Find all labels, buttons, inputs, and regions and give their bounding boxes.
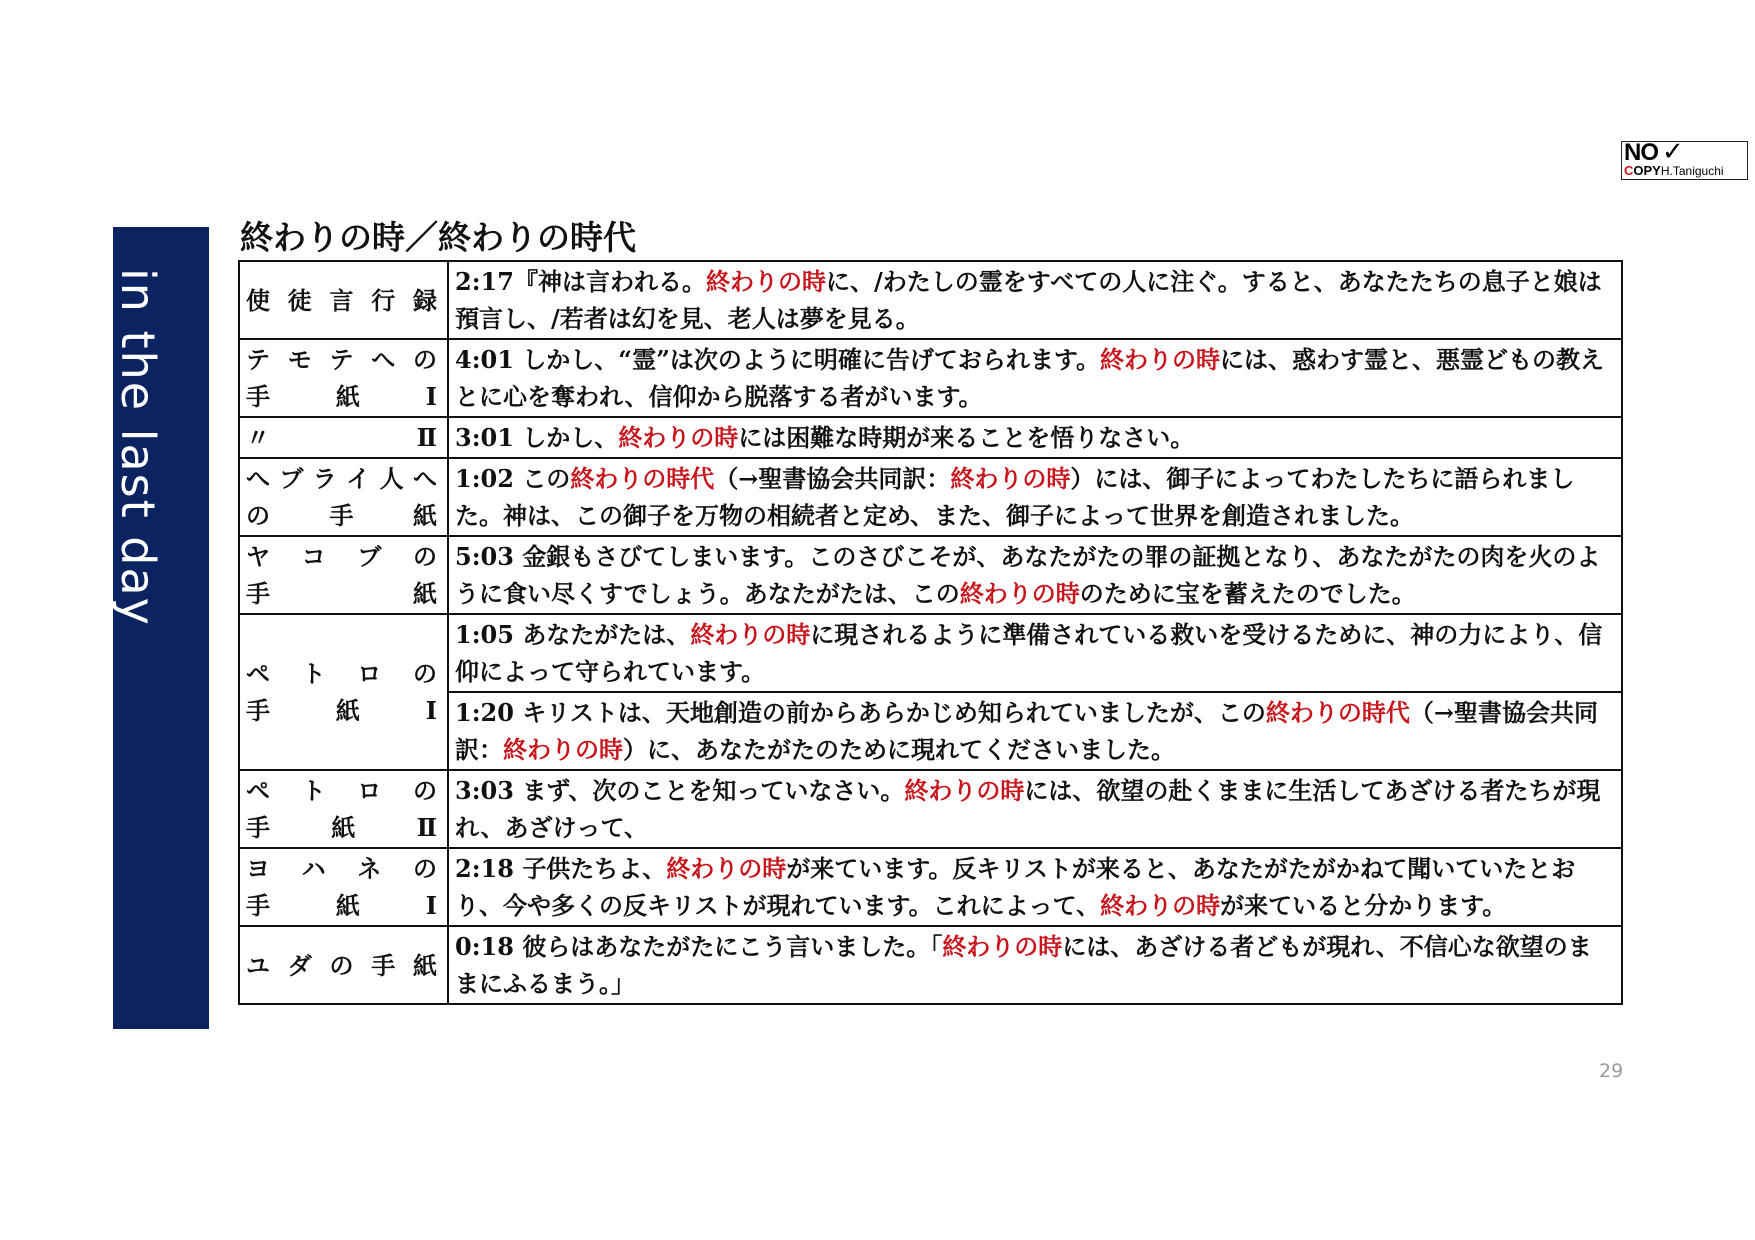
verse-text: には、あざける者どもが現れ、不信心な欲望のままにふるまう。」 <box>455 932 1592 998</box>
book-name-char: の <box>413 345 441 374</box>
book-name-char: 手 <box>246 696 274 725</box>
logo-no-text: NO <box>1624 139 1658 166</box>
verse-cell <box>448 770 1622 848</box>
highlighted-phrase: 終わりの時 <box>618 423 739 452</box>
book-name-char: Ⅰ <box>425 891 441 920</box>
verse-text: に現されるように準備されている救いを受けるために、神の力により、信仰によって守られています。 <box>455 620 1603 686</box>
book-name-char: Ⅱ <box>416 423 441 452</box>
book-name-char: ペ <box>246 776 274 805</box>
verse-text: 1:20 キリストは、天地創造の前からあらかじめ知られていましたが、この <box>455 698 1266 727</box>
book-name-char: ハ <box>301 854 330 883</box>
book-name-char: 紙 <box>413 579 441 608</box>
verse-table-body <box>239 261 1622 1004</box>
book-name-char: モ <box>287 345 316 374</box>
highlighted-phrase: 終わりの時 <box>950 464 1071 493</box>
book-name-line <box>246 809 441 846</box>
book-name-char: 手 <box>246 579 274 608</box>
book-name-char: イ <box>346 464 375 493</box>
verse-cell <box>448 417 1622 458</box>
book-name-char: 手 <box>246 891 274 920</box>
table-row <box>239 536 1622 614</box>
highlighted-phrase: 終わりの時 <box>503 735 623 764</box>
book-name-char: 人 <box>379 464 408 493</box>
book-name-cell <box>239 261 448 339</box>
book-name-line <box>246 378 441 415</box>
book-name-char: へ <box>412 464 441 493</box>
verse-text: 2:18 子供たちよ、 <box>455 854 667 883</box>
highlighted-phrase: 終わりの時代 <box>1265 698 1410 727</box>
book-name-line <box>246 497 441 534</box>
verse-text: （→聖書協会共同訳： <box>455 698 1598 764</box>
book-name-line <box>246 538 441 575</box>
verse-cell <box>448 536 1622 614</box>
table-row <box>239 458 1622 536</box>
verse-text: 0:18 彼らはあなたがたにこう言いました。「 <box>455 932 943 961</box>
verse-cell <box>448 261 1622 339</box>
book-name-char: の <box>329 950 358 980</box>
book-name-char: 手 <box>246 382 274 411</box>
verse-text: 4:01 しかし、“霊”は次のように明確に告げておられます。 <box>455 345 1101 374</box>
book-name-char: 手 <box>329 501 358 530</box>
book-name-cell <box>239 339 448 417</box>
book-name-char: 紙 <box>413 501 441 530</box>
book-name-char: へ <box>371 345 400 374</box>
verse-cell <box>448 339 1622 417</box>
verse-cell <box>448 614 1622 692</box>
verse-text: が来ていると分かります。 <box>1220 891 1507 920</box>
book-name-char: の <box>412 542 441 571</box>
verse-text: ）に、あなたがたのために現れてくださいました。 <box>623 735 1175 764</box>
highlighted-phrase: 終わりの時 <box>690 620 811 649</box>
verse-cell <box>448 848 1622 926</box>
book-name-cell <box>239 417 448 458</box>
book-name-char: ト <box>301 659 330 688</box>
book-name-char: 紙 <box>413 950 441 980</box>
book-name-char: Ⅱ <box>416 813 441 842</box>
verse-cell <box>448 458 1622 536</box>
book-name-char: ラ <box>312 464 341 493</box>
highlighted-phrase: 終わりの時 <box>1100 345 1221 374</box>
table-row <box>239 614 1622 692</box>
highlighted-phrase: 終わりの時 <box>942 932 1063 961</box>
book-name-line <box>246 282 441 319</box>
book-name-line <box>246 850 441 887</box>
verse-text: 1:05 あなたがたは、 <box>455 620 691 649</box>
book-name-char: ブ <box>279 464 308 493</box>
highlighted-phrase: 終わりの時 <box>705 267 826 296</box>
book-name-char: 行 <box>371 285 400 315</box>
book-name-line <box>246 887 441 924</box>
book-name-line <box>246 947 441 984</box>
book-name-char: ブ <box>357 542 386 571</box>
book-name-char: 録 <box>413 285 441 315</box>
book-name-char: 徒 <box>287 285 316 315</box>
verse-text: （→聖書協会共同訳： <box>714 464 951 493</box>
book-name-char: Ⅰ <box>425 382 441 411</box>
book-name-line <box>246 460 441 497</box>
book-name-char: ヤ <box>246 542 274 571</box>
book-name-line <box>246 692 441 729</box>
book-name-char: テ <box>246 345 274 374</box>
highlighted-phrase: 終わりの時 <box>666 854 787 883</box>
verse-text: には、欲望の赴くままに生活してあざける者たちが現れ、あざけって、 <box>455 776 1601 842</box>
book-name-char: ユ <box>246 950 274 980</box>
book-name-char: 手 <box>246 813 274 842</box>
book-name-line <box>246 419 441 456</box>
table-row <box>239 261 1622 339</box>
table-row <box>239 926 1622 1004</box>
sidebar-label: in the last day <box>111 268 165 627</box>
verse-text: 1:02 この <box>455 464 571 493</box>
book-name-char: の <box>412 659 441 688</box>
book-name-cell <box>239 926 448 1004</box>
verse-cell <box>448 926 1622 1004</box>
check-icon: ✓ <box>1662 136 1684 166</box>
book-name-line <box>246 655 441 692</box>
book-name-char: へ <box>246 464 274 493</box>
book-name-char: の <box>412 776 441 805</box>
book-name-char: テ <box>329 345 358 374</box>
table-row <box>239 339 1622 417</box>
verse-text: 2:17『神は言われる。 <box>455 267 706 296</box>
verse-table <box>238 260 1623 1005</box>
logo-copy-text: COPYH.Taniguchi <box>1624 163 1724 178</box>
verse-cell <box>448 692 1622 770</box>
highlighted-phrase: 終わりの時 <box>959 579 1080 608</box>
book-name-char: ト <box>301 776 330 805</box>
book-name-line <box>246 575 441 612</box>
verse-text: 3:01 しかし、 <box>455 423 619 452</box>
book-name-char: 紙 <box>335 696 364 725</box>
book-name-char: 言 <box>329 285 358 315</box>
verse-text: が来ています。反キリストが来ると、あなたがたがかねて聞いていたとおり、今や多くの反キリストが現れています。これによって、 <box>455 854 1576 920</box>
verse-text: 3:03 まず、次のことを知っていなさい。 <box>455 776 905 805</box>
verse-text: には、惑わす霊と、悪霊どもの教えとに心を奪われ、信仰から脱落する者がいます。 <box>455 345 1605 411</box>
table-row <box>239 848 1622 926</box>
book-name-char: ペ <box>246 659 274 688</box>
verse-text: に、/わたしの霊をすべての人に注ぐ。すると、あなたたちの息子と娘は預言し、/若者は幻を見、老人は夢を見る。 <box>455 267 1602 333</box>
book-name-cell <box>239 536 448 614</box>
page-number: 29 <box>1599 1060 1624 1082</box>
book-name-char: の <box>246 501 274 530</box>
book-name-cell <box>239 770 448 848</box>
logo-author: H.Taniguchi <box>1660 164 1724 178</box>
book-name-char: ネ <box>357 854 386 883</box>
highlighted-phrase: 終わりの時 <box>1100 891 1221 920</box>
book-name-char: コ <box>301 542 330 571</box>
book-name-char: ロ <box>357 659 386 688</box>
book-name-char: ヨ <box>246 854 274 883</box>
book-name-char: 〃 <box>246 423 274 452</box>
verse-text: 5:03 金銀もさびてしまいます。このさびこそが、あなたがたの罪の証拠となり、あなたがたの肉を火のように食い尽くすでしょう。あなたがたは、この <box>455 542 1601 608</box>
highlighted-phrase: 終わりの時代 <box>570 464 715 493</box>
book-name-char: 手 <box>371 950 400 980</box>
table-row <box>239 770 1622 848</box>
book-name-char: 紙 <box>331 813 360 842</box>
book-name-char: 使 <box>246 285 274 315</box>
table-row <box>239 417 1622 458</box>
highlighted-phrase: 終わりの時 <box>904 776 1025 805</box>
book-name-char: Ⅰ <box>425 696 441 725</box>
book-name-cell <box>239 458 448 536</box>
no-copy-logo <box>1621 136 1748 180</box>
book-name-char: 紙 <box>335 382 364 411</box>
book-name-char: ダ <box>287 950 316 980</box>
book-name-cell <box>239 848 448 926</box>
verse-text: ）には、御子によってわたしたちに語られました。神は、この御子を万物の相続者と定め、また、御子によって世界を創造されました。 <box>455 464 1575 530</box>
page-title: 終わりの時／終わりの時代 <box>240 218 636 257</box>
book-name-line <box>246 341 441 378</box>
book-name-char: 紙 <box>335 891 364 920</box>
book-name-line <box>246 772 441 809</box>
verse-text: のために宝を蓄えたのでした。 <box>1079 579 1416 608</box>
book-name-char: ロ <box>357 776 386 805</box>
book-name-cell <box>239 614 448 770</box>
book-name-char: の <box>412 854 441 883</box>
verse-text: には困難な時期が来ることを悟りなさい。 <box>738 423 1195 452</box>
